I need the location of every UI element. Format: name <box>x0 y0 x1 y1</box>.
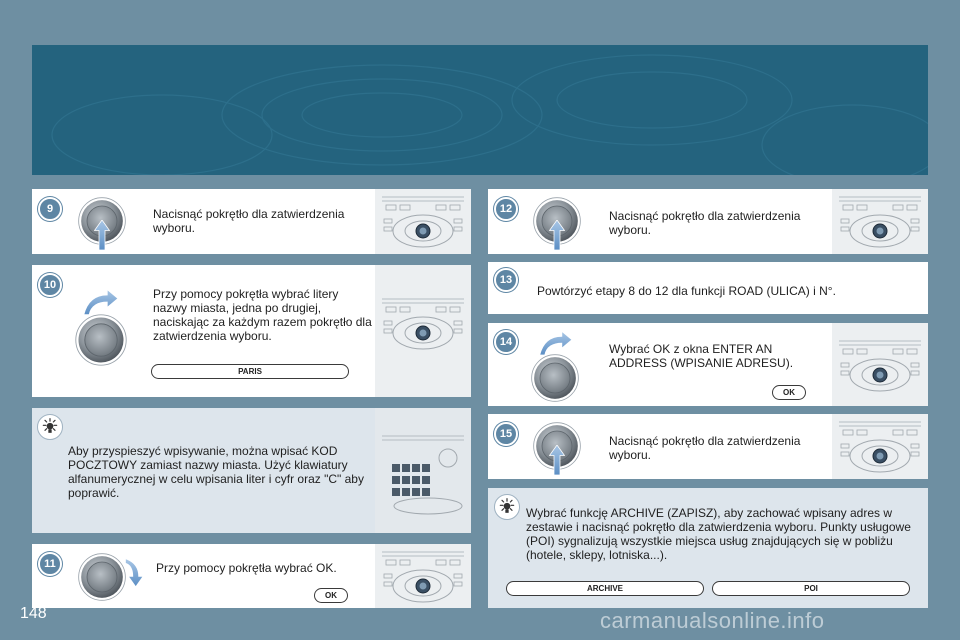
radio-control-panel-icon <box>835 416 925 476</box>
step-10-card <box>32 265 471 397</box>
step-13-card <box>488 262 928 314</box>
step-12-badge <box>494 197 518 221</box>
radio-control-panel-icon <box>835 335 925 395</box>
radio-control-panel-icon <box>378 546 468 606</box>
step-11-text: Przy pomocy pokrętła wybrać OK. <box>156 561 337 575</box>
step-10-text: Przy pomocy pokrętła wybrać litery nazwy miasta, jedna po drugiej, naciskając za każdym razem pokrętło dla zatwierdzenia wyboru. <box>153 287 372 343</box>
step-number: 15 <box>499 428 513 440</box>
step-number: 9 <box>46 203 54 215</box>
step-number: 12 <box>499 203 513 215</box>
step-15-badge <box>494 422 518 446</box>
keypad-panel-icon <box>378 428 468 518</box>
lightbulb-tip-icon <box>40 417 60 437</box>
step-9-card <box>32 189 471 254</box>
tip-1-badge <box>37 414 63 440</box>
step-15-text: Nacisnąć pokrętło dla zatwierdzenia wyboru. <box>609 434 801 462</box>
watermark: carmanualsonline.info <box>600 608 825 633</box>
page-number: 148 <box>20 605 47 622</box>
archive-pill[interactable]: ARCHIVE <box>506 581 704 596</box>
step-9-badge <box>38 197 62 221</box>
poi-pill[interactable]: POI <box>712 581 910 596</box>
step-12-text: Nacisnąć pokrętło dla zatwierdzenia wyboru. <box>609 209 801 237</box>
step-13-text: Powtórzyć etapy 8 do 12 dla funkcji ROAD (ULICA) i N°. <box>537 284 836 298</box>
tip-1-text: Aby przyspieszyć wpisywanie, można wpisać KOD POCZTOWY zamiast nazwy miasta. Użyć klawiatury alfanumerycznej w celu wpisania liter i cyfr oraz "C" aby poprawić. <box>68 444 364 500</box>
tip-2-card <box>488 488 928 608</box>
control-knob-icon <box>530 353 580 403</box>
press-arrow-icon <box>549 445 565 475</box>
step-number: 14 <box>499 336 513 348</box>
step-10-badge <box>38 273 62 297</box>
step-14-badge <box>494 330 518 354</box>
step-number: 11 <box>44 558 56 570</box>
tip-1-card <box>32 408 471 533</box>
press-arrow-icon <box>94 220 110 250</box>
radio-control-panel-icon <box>835 191 925 251</box>
rotate-arrow-icon <box>124 556 146 588</box>
step-11-card <box>32 544 471 608</box>
step-11-badge <box>38 552 62 576</box>
step-15-card <box>488 414 928 479</box>
step-9-text: Nacisnąć pokrętło dla zatwierdzenia wyboru. <box>153 207 345 235</box>
control-knob-icon <box>74 313 128 367</box>
control-knob-icon <box>77 552 127 602</box>
radio-control-panel-icon <box>378 293 468 353</box>
step-13-badge <box>494 268 518 292</box>
tip-2-text: Wybrać funkcję ARCHIVE (ZAPISZ), aby zachować wpisany adres w zestawie i nacisnąć pokrętło dla zatwierdzenia wyboru. Punkty usługowe (POI) sygnalizują wszystkie miejsca usług znajdujących się w pobliżu (hotele, sklepy, lotniska...). <box>526 506 911 562</box>
press-arrow-icon <box>549 220 565 250</box>
step-12-card <box>488 189 928 254</box>
lightbulb-tip-icon <box>497 497 517 517</box>
step-14-card <box>488 323 928 406</box>
ok-pill[interactable]: OK <box>314 588 348 603</box>
tip-2-badge <box>494 494 520 520</box>
topographic-pattern <box>32 45 928 175</box>
header-banner <box>32 45 928 175</box>
step-number: 10 <box>43 279 57 291</box>
step-number: 13 <box>499 274 513 286</box>
ok-pill[interactable]: OK <box>772 385 806 400</box>
step-14-text: Wybrać OK z okna ENTER AN ADDRESS (WPISANIE ADRESU). <box>609 342 794 370</box>
paris-pill[interactable]: PARIS <box>151 364 349 379</box>
radio-control-panel-icon <box>378 191 468 251</box>
